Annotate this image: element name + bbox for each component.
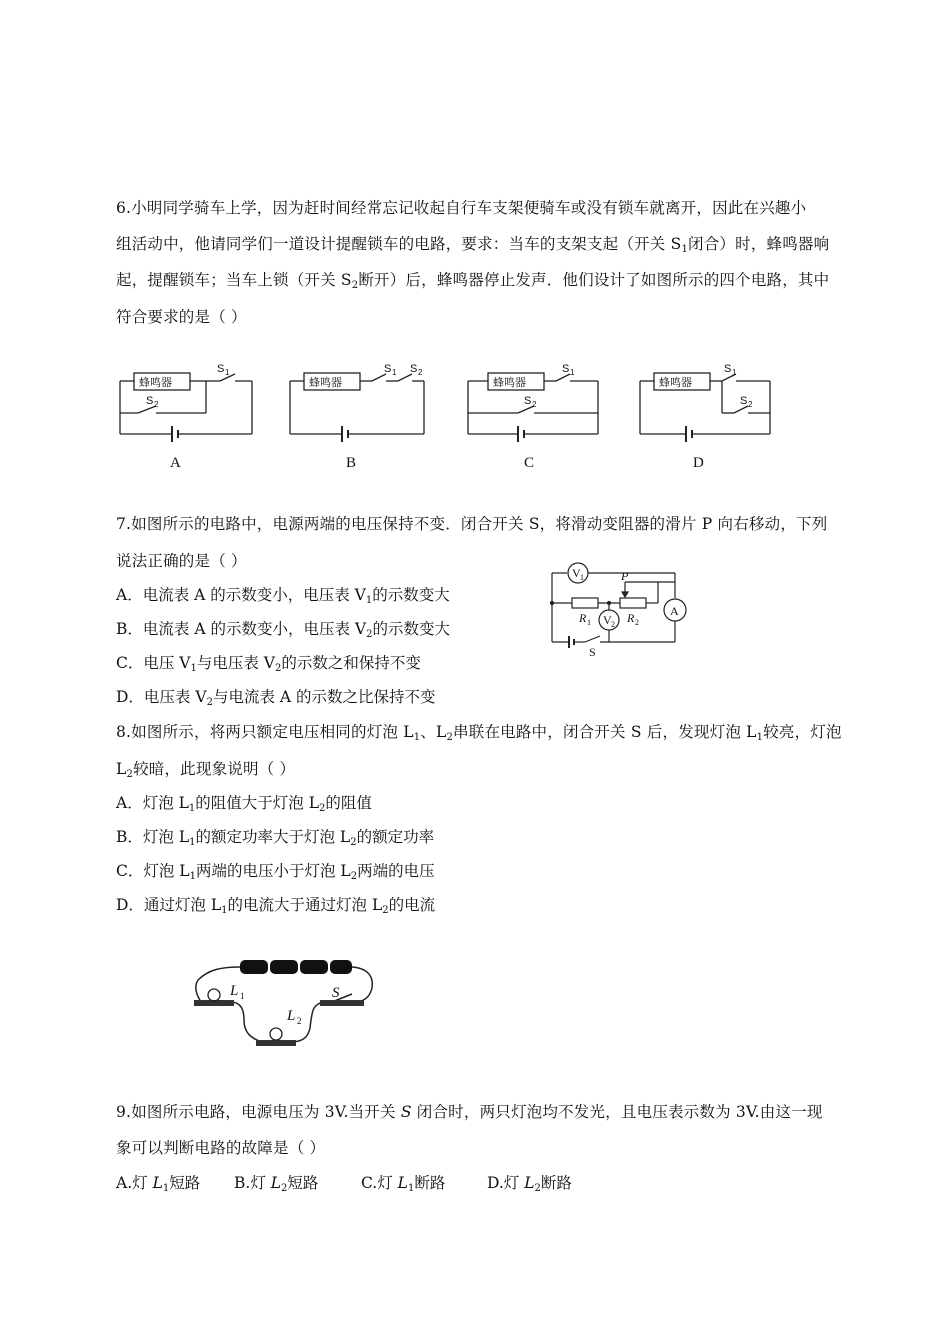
ammeter-label: A: [670, 604, 679, 618]
s2-sub-c: 2: [532, 400, 537, 409]
s1-sub-a: 1: [225, 368, 230, 377]
v1-meter-sub: 1: [580, 573, 584, 582]
switch-s-label: S: [332, 985, 340, 1001]
q8-opt-sub: 1: [221, 905, 228, 916]
q8-opt-text: 的额定功率: [356, 828, 435, 846]
q9-opt-l: L: [270, 1174, 282, 1192]
s2-label-c: S: [524, 395, 532, 407]
q8-text: 较亮，灯泡: [763, 723, 842, 741]
circuit-label-c: C: [524, 455, 535, 471]
r2-sub: 2: [635, 618, 639, 627]
circuit-label-b: B: [346, 455, 357, 471]
buzzer-label-c: 蜂鸣器: [493, 377, 526, 389]
q6-line-1: 6.小明同学骑车上学，因为赶时间经常忘记收起自行车支架便骑车或没有锁车就离开，因此在兴趣小: [116, 199, 807, 217]
switch-s-label: S: [589, 645, 596, 659]
q8-opt-text: 两端的电压: [357, 862, 435, 880]
s2-sub-d: 2: [748, 400, 753, 409]
q8-text: 、L: [420, 723, 447, 741]
q8-sub: 1: [756, 732, 764, 743]
q7-opt-text: 的示数变大: [372, 586, 450, 604]
q9-opt-sub: 1: [407, 1183, 415, 1194]
q8-opt-sub: 1: [189, 837, 196, 848]
q7-opt-text: 与电压表 V: [196, 654, 275, 672]
q8-opt-text: 的阻值大于灯泡 L: [195, 794, 320, 812]
q6-line-2: [116, 232, 829, 254]
q8-opt-text: 的电流: [388, 896, 436, 914]
q6-line-3a: 起，提醒锁车；当车上锁（开关 S: [116, 271, 352, 289]
q9-opt-text: 短路: [287, 1174, 319, 1192]
q7-option-b[interactable]: [116, 617, 450, 639]
s2-sub-a: 2: [154, 400, 159, 409]
buzzer-label-d: 蜂鸣器: [659, 377, 692, 389]
q8-opt-text: B．灯泡 L: [116, 828, 190, 846]
q6-line-2a: 组活动中，他请同学们一道设计提醒锁车的电路，要求：当车的支架支起（开关 S: [116, 235, 682, 253]
q8-opt-text: D．通过灯泡 L: [116, 896, 222, 914]
s1-label-a: S: [217, 363, 225, 375]
v2-meter-label: V: [603, 613, 612, 627]
q7-line-1: 7.如图所示的电路中，电源两端的电压保持不变．闭合开关 S，将滑动变阻器的滑片 P 向右移动，下列: [116, 515, 828, 533]
q7-opt-sub: 1: [190, 663, 197, 674]
q6-line-2b: 闭合）时，蜂鸣器响: [688, 235, 830, 253]
q8-sub: 2: [446, 732, 454, 743]
q8-option-d[interactable]: [116, 893, 435, 915]
q9-line-1: [116, 1100, 823, 1122]
q8-text: 串联在电路中，闭合开关 S 后，发现灯泡 L: [453, 723, 757, 741]
l1-sub: 1: [240, 991, 245, 1001]
q9-opt-text: B.灯: [234, 1174, 271, 1192]
q8-opt-sub: 2: [319, 803, 326, 814]
buzzer-label-b: 蜂鸣器: [309, 377, 342, 389]
s1-label-c: S: [562, 363, 570, 375]
q8-sub: 1: [413, 732, 421, 743]
v1-meter-label: V: [572, 566, 581, 580]
circuit-label-d: D: [693, 455, 704, 471]
q7-opt-sub: 1: [365, 595, 373, 606]
q7-opt-text: 的示数之和保持不变: [281, 654, 421, 672]
r1-sub: 1: [587, 618, 591, 627]
q8-opt-text: C．灯泡 L: [116, 862, 190, 880]
q9-opt-l: L: [152, 1174, 163, 1192]
q8-sub: 2: [126, 769, 134, 780]
q9-option-b[interactable]: [234, 1171, 318, 1193]
q8-opt-text: 两端的电压小于灯泡 L: [195, 862, 351, 880]
q7-opt-text: D．电压表 V: [116, 688, 207, 706]
q7-option-d[interactable]: [116, 685, 436, 707]
q8-opt-text: 的电流大于通过灯泡 L: [227, 896, 383, 914]
q9-opt-sub: 1: [162, 1183, 170, 1194]
q9-option-d[interactable]: [487, 1171, 572, 1193]
q6-line-3: [116, 268, 829, 290]
q8-opt-sub: 2: [350, 871, 358, 882]
q9-opt-text: 断路: [540, 1174, 572, 1192]
buzzer-label-a: 蜂鸣器: [139, 377, 172, 389]
q8-circuit: [190, 950, 380, 1060]
q8-opt-sub: 1: [189, 871, 196, 882]
q9-line-2: 象可以判断电路的故障是（ ）: [116, 1139, 326, 1157]
q9-opt-text: A.灯: [116, 1174, 153, 1192]
q8-opt-text: A．灯泡 L: [116, 794, 189, 812]
q6-circuits: [110, 358, 800, 473]
q9-opt-l: L: [524, 1174, 535, 1192]
q8-line-2: [116, 757, 295, 779]
q8-opt-sub: 1: [188, 803, 196, 814]
q9-opt-sub: 2: [534, 1183, 541, 1194]
q7-opt-text: 的示数变大: [372, 620, 450, 638]
q9-opt-text: 断路: [414, 1174, 446, 1192]
r1-label: R: [579, 611, 587, 625]
q8-opt-text: 的阻值: [325, 794, 372, 812]
q8-text: 8.如图所示，将两只额定电压相同的灯泡 L: [116, 723, 414, 741]
s1-sub-b: 1: [392, 368, 397, 377]
q9-text: 9.如图所示电路，电源电压为 3V.当开关: [116, 1103, 401, 1121]
q7-opt-text: B．电流表 A 的示数变小，电压表 V: [116, 620, 367, 638]
q8-opt-text: 的额定功率大于灯泡 L: [195, 828, 351, 846]
q8-text: L: [116, 760, 127, 778]
q6-sub: 2: [351, 280, 359, 291]
q7-line-2: 说法正确的是（ ）: [116, 552, 247, 570]
q8-opt-sub: 2: [350, 837, 357, 848]
q9-opt-text: C.灯: [361, 1174, 398, 1192]
s1-label-d: S: [724, 363, 732, 375]
q9-option-c[interactable]: [361, 1171, 445, 1193]
s1-label-b: S: [384, 363, 392, 375]
q8-text: 较暗，此现象说明（ ）: [133, 760, 296, 778]
q6-line-4: 符合要求的是（ ）: [116, 308, 247, 326]
q9-opt-sub: 2: [281, 1183, 288, 1194]
q7-option-c[interactable]: [116, 651, 421, 673]
q9-opt-text: D.灯: [487, 1174, 525, 1192]
s1-sub-d: 1: [732, 368, 737, 377]
q8-option-b[interactable]: [116, 825, 434, 847]
q7-opt-sub: 2: [366, 629, 373, 640]
q8-opt-sub: 2: [382, 905, 389, 916]
q7-circuit: [545, 560, 715, 660]
l2-label: L: [287, 1008, 296, 1024]
s2-sub-b: 2: [418, 368, 423, 377]
q7-opt-text: C．电压 V: [116, 654, 191, 672]
q7-opt-text: A．电流表 A 的示数变小，电压表 V: [116, 586, 366, 604]
q9-opt-l: L: [397, 1174, 408, 1192]
s1-sub-c: 1: [570, 368, 575, 377]
s2-label-b: S: [410, 363, 418, 375]
q9-text: 闭合时，两只灯泡均不发光，且电压表示数为 3V.由这一现: [411, 1103, 823, 1121]
q9-text-italic: S: [400, 1103, 412, 1121]
l2-sub: 2: [297, 1016, 302, 1026]
l1-label: L: [230, 983, 239, 999]
q6-line-3b: 断开）后，蜂鸣器停止发声．他们设计了如图所示的四个电路，其中: [358, 271, 830, 289]
r2-label: R: [627, 611, 635, 625]
q7-opt-sub: 2: [274, 663, 282, 674]
q9-opt-text: 短路: [169, 1174, 201, 1192]
q8-line-1: [116, 720, 842, 742]
q8-option-c[interactable]: [116, 859, 435, 881]
q6-sub: 1: [681, 244, 689, 255]
circuit-label-a: A: [170, 455, 181, 471]
q7-opt-sub: 2: [206, 697, 213, 708]
q7-option-a[interactable]: [116, 583, 450, 605]
q8-option-a[interactable]: [116, 791, 372, 813]
slider-p-label: P: [621, 569, 629, 583]
s2-label-d: S: [740, 395, 748, 407]
q7-opt-text: 与电流表 A 的示数之比保持不变: [212, 688, 436, 706]
q9-option-a[interactable]: [116, 1171, 200, 1193]
s2-label-a: S: [146, 395, 154, 407]
v2-meter-sub: 2: [611, 620, 615, 629]
